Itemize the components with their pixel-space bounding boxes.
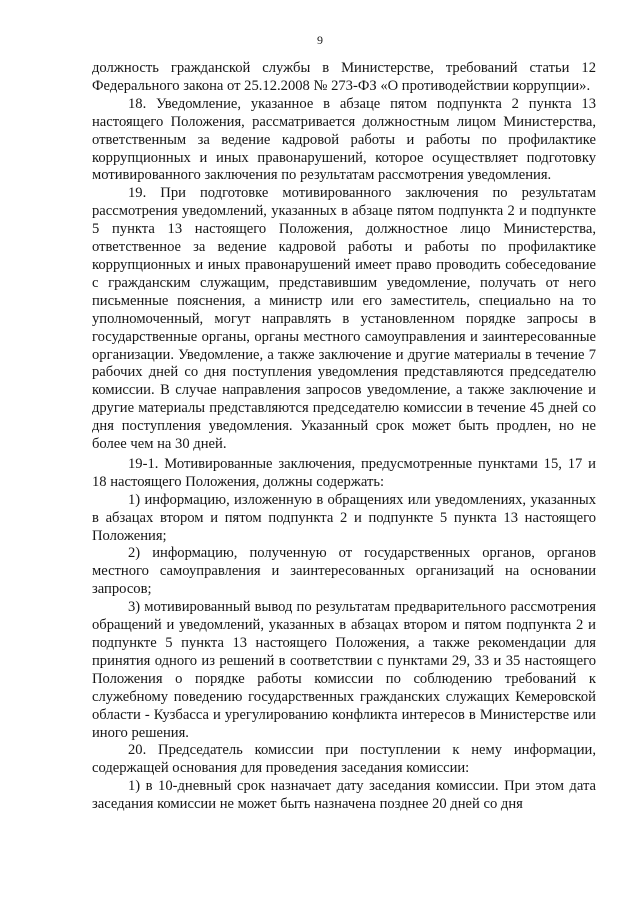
paragraph-item-20: 20. Председатель комиссии при поступлении к нему информации, содержащей основания для проведения заседания комиссии: — [92, 742, 596, 777]
document-body — [92, 60, 596, 814]
paragraph-continuation: должность гражданской службы в Министерстве, требований статьи 12 Федерального закона от 25.12.2008 № 273-ФЗ «О противодействии коррупции». — [92, 60, 596, 94]
paragraph-item-19: 19. При подготовке мотивированного заключения по результатам рассмотрения уведомлений, указанных в абзаце пятом подпункта 2 и подпункте 5 пункта 13 настоящего Положения, должностное лицо Министерства, ответственное за ведение кадровой работы и работы по профилактике коррупционных и иных правонарушений имеет право проводить собеседование с гражданским служащим, представившим уведомление, получать от него письменные пояснения, а министр или его заместитель, специально на то уполномоченный, могут направлять в установленном порядке запросы в государственные органы, органы местного самоуправления и заинтересованные организации. Уведомление, а также заключение и другие материалы в течение 7 рабочих дней со дня поступления уведомления представляются председателю комиссии. В случае направления запросов уведомление, а также заключение и другие материалы представляются председателю комиссии в течение 45 дней со дня поступления уведомления. Указанный срок может быть продлен, но не более чем на 30 дней. — [92, 185, 596, 453]
paragraph-item-19-1: 19-1. Мотивированные заключения, предусмотренные пунктами 15, 17 и 18 настоящего Положения, должны содержать: — [92, 455, 596, 490]
paragraph-item-20-subitem-1: 1) в 10-дневный срок назначает дату заседания комиссии. При этом дата заседания комиссии не может быть назначена позднее 20 дней со дня — [92, 778, 596, 813]
paragraph-subitem-3: 3) мотивированный вывод по результатам предварительного рассмотрения обращений и уведомлений, указанных в абзацах втором и пятом подпункта 2 и подпункте 5 пункта 13 настоящего Положения, а также рекомендации для принятия одного из решений в соответствии с пунктами 29, 33 и 35 настоящего Положения о порядке работы комиссии по соблюдению требований к служебному поведению государственных гражданских служащих Кемеровской области - Кузбасса и урегулированию конфликта интересов в Министерстве или иного решения. — [92, 599, 596, 741]
page-number: 9 — [317, 33, 323, 47]
paragraph-subitem-2: 2) информацию, полученную от государственных органов, органов местного самоуправления и заинтересованных организаций на основании запросов; — [92, 545, 596, 598]
paragraph-item-18: 18. Уведомление, указанное в абзаце пятом подпункта 2 пункта 13 настоящего Положения, рассматривается должностным лицом Министерства, ответственным за ведение кадровой работы и работы по профилактике коррупционных и иных правонарушений, которое осуществляет подготовку мотивированного заключения по результатам рассмотрения уведомления. — [92, 95, 596, 184]
paragraph-subitem-1: 1) информацию, изложенную в обращениях или уведомлениях, указанных в абзацах втором и пятом подпункта 2 и подпункте 5 пункта 13 настоящего Положения; — [92, 491, 596, 544]
